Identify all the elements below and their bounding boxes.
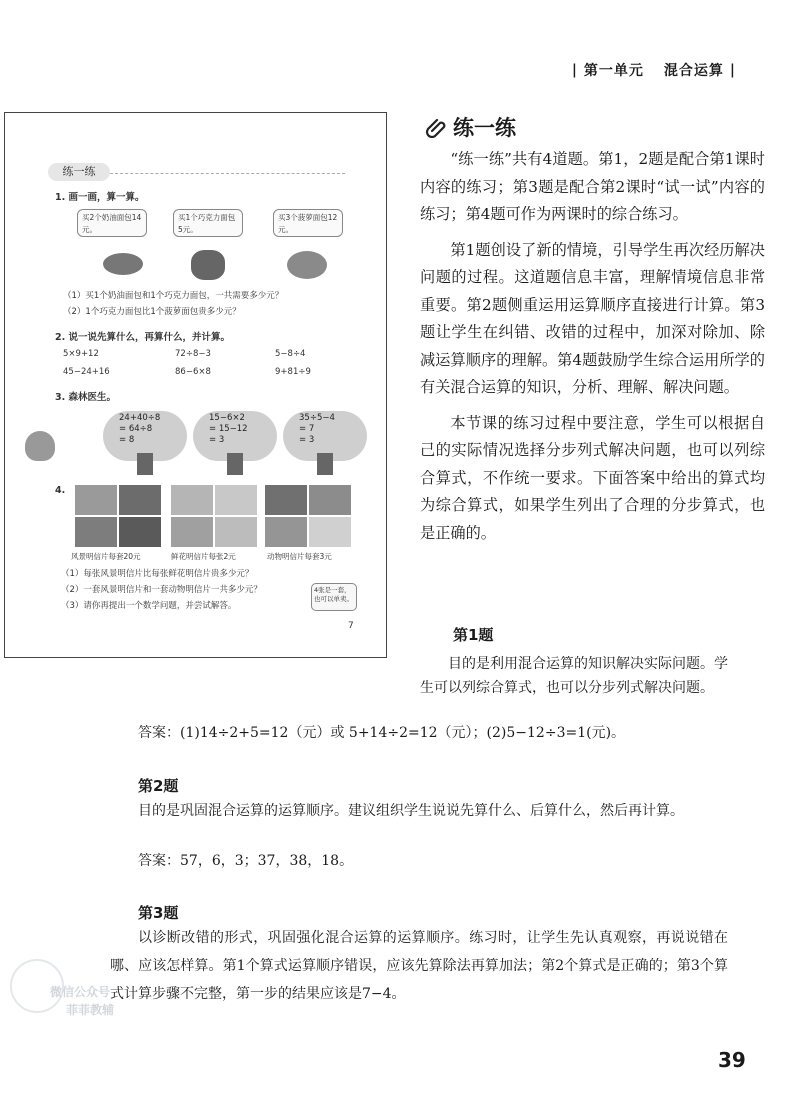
thumb-q1-line: （2）1个巧克力面包比1个菠萝面包贵多少元？	[63, 307, 241, 317]
thumb-q1-line: （1）买1个奶油面包和1个巧克力面包，一共需要多少元？	[63, 291, 284, 301]
thumb-q4-line: （3）请你再提出一个数学问题，并尝试解答。	[61, 601, 237, 611]
header-topic: 混合运算	[663, 63, 724, 79]
cream-bread-image	[103, 253, 143, 275]
postcard-caption: 风景明信片每套20元	[71, 552, 141, 561]
header-divider-right: |	[729, 62, 736, 78]
thumb-q4-title: 4.	[55, 485, 66, 496]
chocolate-bread-image	[191, 250, 225, 280]
q2-answer: 答案：57，6，3；37，38，18。	[138, 853, 354, 869]
q2-body: 目的是巩固混合运算的运算顺序。建议组织学生说说先算什么、后算什么，然后再计算。	[138, 803, 684, 819]
section-title: 练一练	[425, 112, 516, 142]
textbook-page-thumbnail	[4, 112, 387, 658]
tree-equation: 15−6×2 = 15−12 = 3	[209, 413, 248, 445]
tree-card	[193, 411, 277, 477]
animal-photo	[265, 517, 307, 547]
bubble-chocolate-bread: 买1个巧克力面包5元。	[173, 209, 243, 237]
q1-answer: 答案：(1)14÷2+5=12（元）或 5+14÷2=12（元）；(2)5−12÷3=1(元)。	[138, 725, 626, 741]
expr: 72÷8−3	[175, 349, 211, 359]
woodpecker-image	[25, 431, 55, 461]
tree-equation: 24+40÷8 = 64÷8 = 8	[119, 413, 161, 445]
thumb-q4-line: （1）每张风景明信片比每张鲜花明信片贵多少元？	[61, 569, 254, 579]
q1-body: 目的是利用混合运算的知识解决实际问题。学生可以列综合算式，也可以分步列式解决问题。	[420, 656, 728, 696]
q2-heading: 第2题	[138, 777, 179, 795]
thumb-q2-title: 2. 说一说先算什么，再算什么，并计算。	[55, 332, 231, 343]
paperclip-icon	[425, 116, 447, 138]
bubble-pineapple-bread: 买3个菠萝面包12元。	[273, 209, 343, 237]
postcard-caption: 动物明信片每套3元	[267, 552, 332, 561]
pineapple-bread-image	[287, 251, 327, 279]
sticky-note: 4张是一套，也可以单卖。	[311, 583, 357, 611]
paragraph: 本节课的练习过程中要注意，学生可以根据自己的实际情况选择分步列式解决问题，也可以列综合算式，不作统一要求。下面答案中给出的算式均为综合算式，如果学生列出了合理的分步算式，也是正确的。	[420, 413, 765, 542]
paragraph: 第1题创设了新的情境，引导学生再次经历解决问题的过程。这道题信息丰富，理解情境信息非常重要。第2题侧重运用运算顺序直接进行计算。第3题让学生在纠错、改错的过程中，加深对除加、除减运算顺序的理解。第4题鼓励学生综合运用所学的有关混合运算的知识，分析、理解、解决问题。	[420, 240, 765, 396]
page-number: 39	[718, 1048, 746, 1072]
expr: 5−8÷4	[275, 349, 306, 359]
bubble-cream-bread: 买2个奶油面包14元。	[77, 209, 147, 237]
thumb-q3-title: 3. 森林医生。	[55, 392, 117, 403]
flower-photo	[171, 485, 213, 515]
landscape-photo	[119, 485, 161, 515]
animal-photo	[265, 485, 307, 515]
thumb-q1-title: 1. 画一画，算一算。	[55, 192, 145, 203]
thumb-page-number: 7	[348, 621, 354, 631]
tree-equation: 35÷5−4 = 7 = 3	[299, 413, 335, 445]
tree-card	[283, 411, 367, 477]
q1-heading: 第1题	[453, 626, 494, 644]
flower-photo	[215, 517, 257, 547]
expr: 9+81÷9	[275, 367, 311, 377]
practice-tab: 练一练	[48, 163, 110, 181]
header-divider-left: |	[571, 62, 578, 78]
header-unit: 第一单元	[583, 63, 644, 79]
landscape-photo	[75, 517, 117, 547]
q3-body: 以诊断改错的形式，巩固强化混合运算的运算顺序。练习时，让学生先认真观察，再说说错在哪、应该怎样算。第1个算式运算顺序错误，应该先算除法再算加法；第2个算式是正确的；第3个算式计算步骤不完整，第一步的结果应该是7−4。	[110, 930, 728, 1002]
animal-photo	[309, 517, 351, 547]
running-header	[566, 60, 742, 80]
landscape-photo	[119, 517, 161, 547]
thumb-q4-line: （2）一套风景明信片和一套动物明信片一共多少元？	[61, 585, 262, 595]
flower-photo	[215, 485, 257, 515]
intro-text	[420, 146, 765, 555]
q3-heading: 第3题	[138, 904, 179, 922]
paragraph: “练一练”共有4道题。第1，2题是配合第1课时内容的练习；第3题是配合第2课时“试一试”内容的练习；第4题可作为两课时的综合练习。	[420, 150, 765, 223]
animal-photo	[309, 485, 351, 515]
expr: 45−24+16	[63, 367, 110, 377]
watermark: 微信公众号 菲菲教辅	[8, 955, 138, 1027]
expr: 5×9+12	[63, 349, 99, 359]
tab-divider	[105, 173, 345, 174]
expr: 86−6×8	[175, 367, 211, 377]
postcard-caption: 鲜花明信片每张2元	[171, 552, 236, 561]
landscape-photo	[75, 485, 117, 515]
flower-photo	[171, 517, 213, 547]
tree-card	[103, 411, 187, 477]
